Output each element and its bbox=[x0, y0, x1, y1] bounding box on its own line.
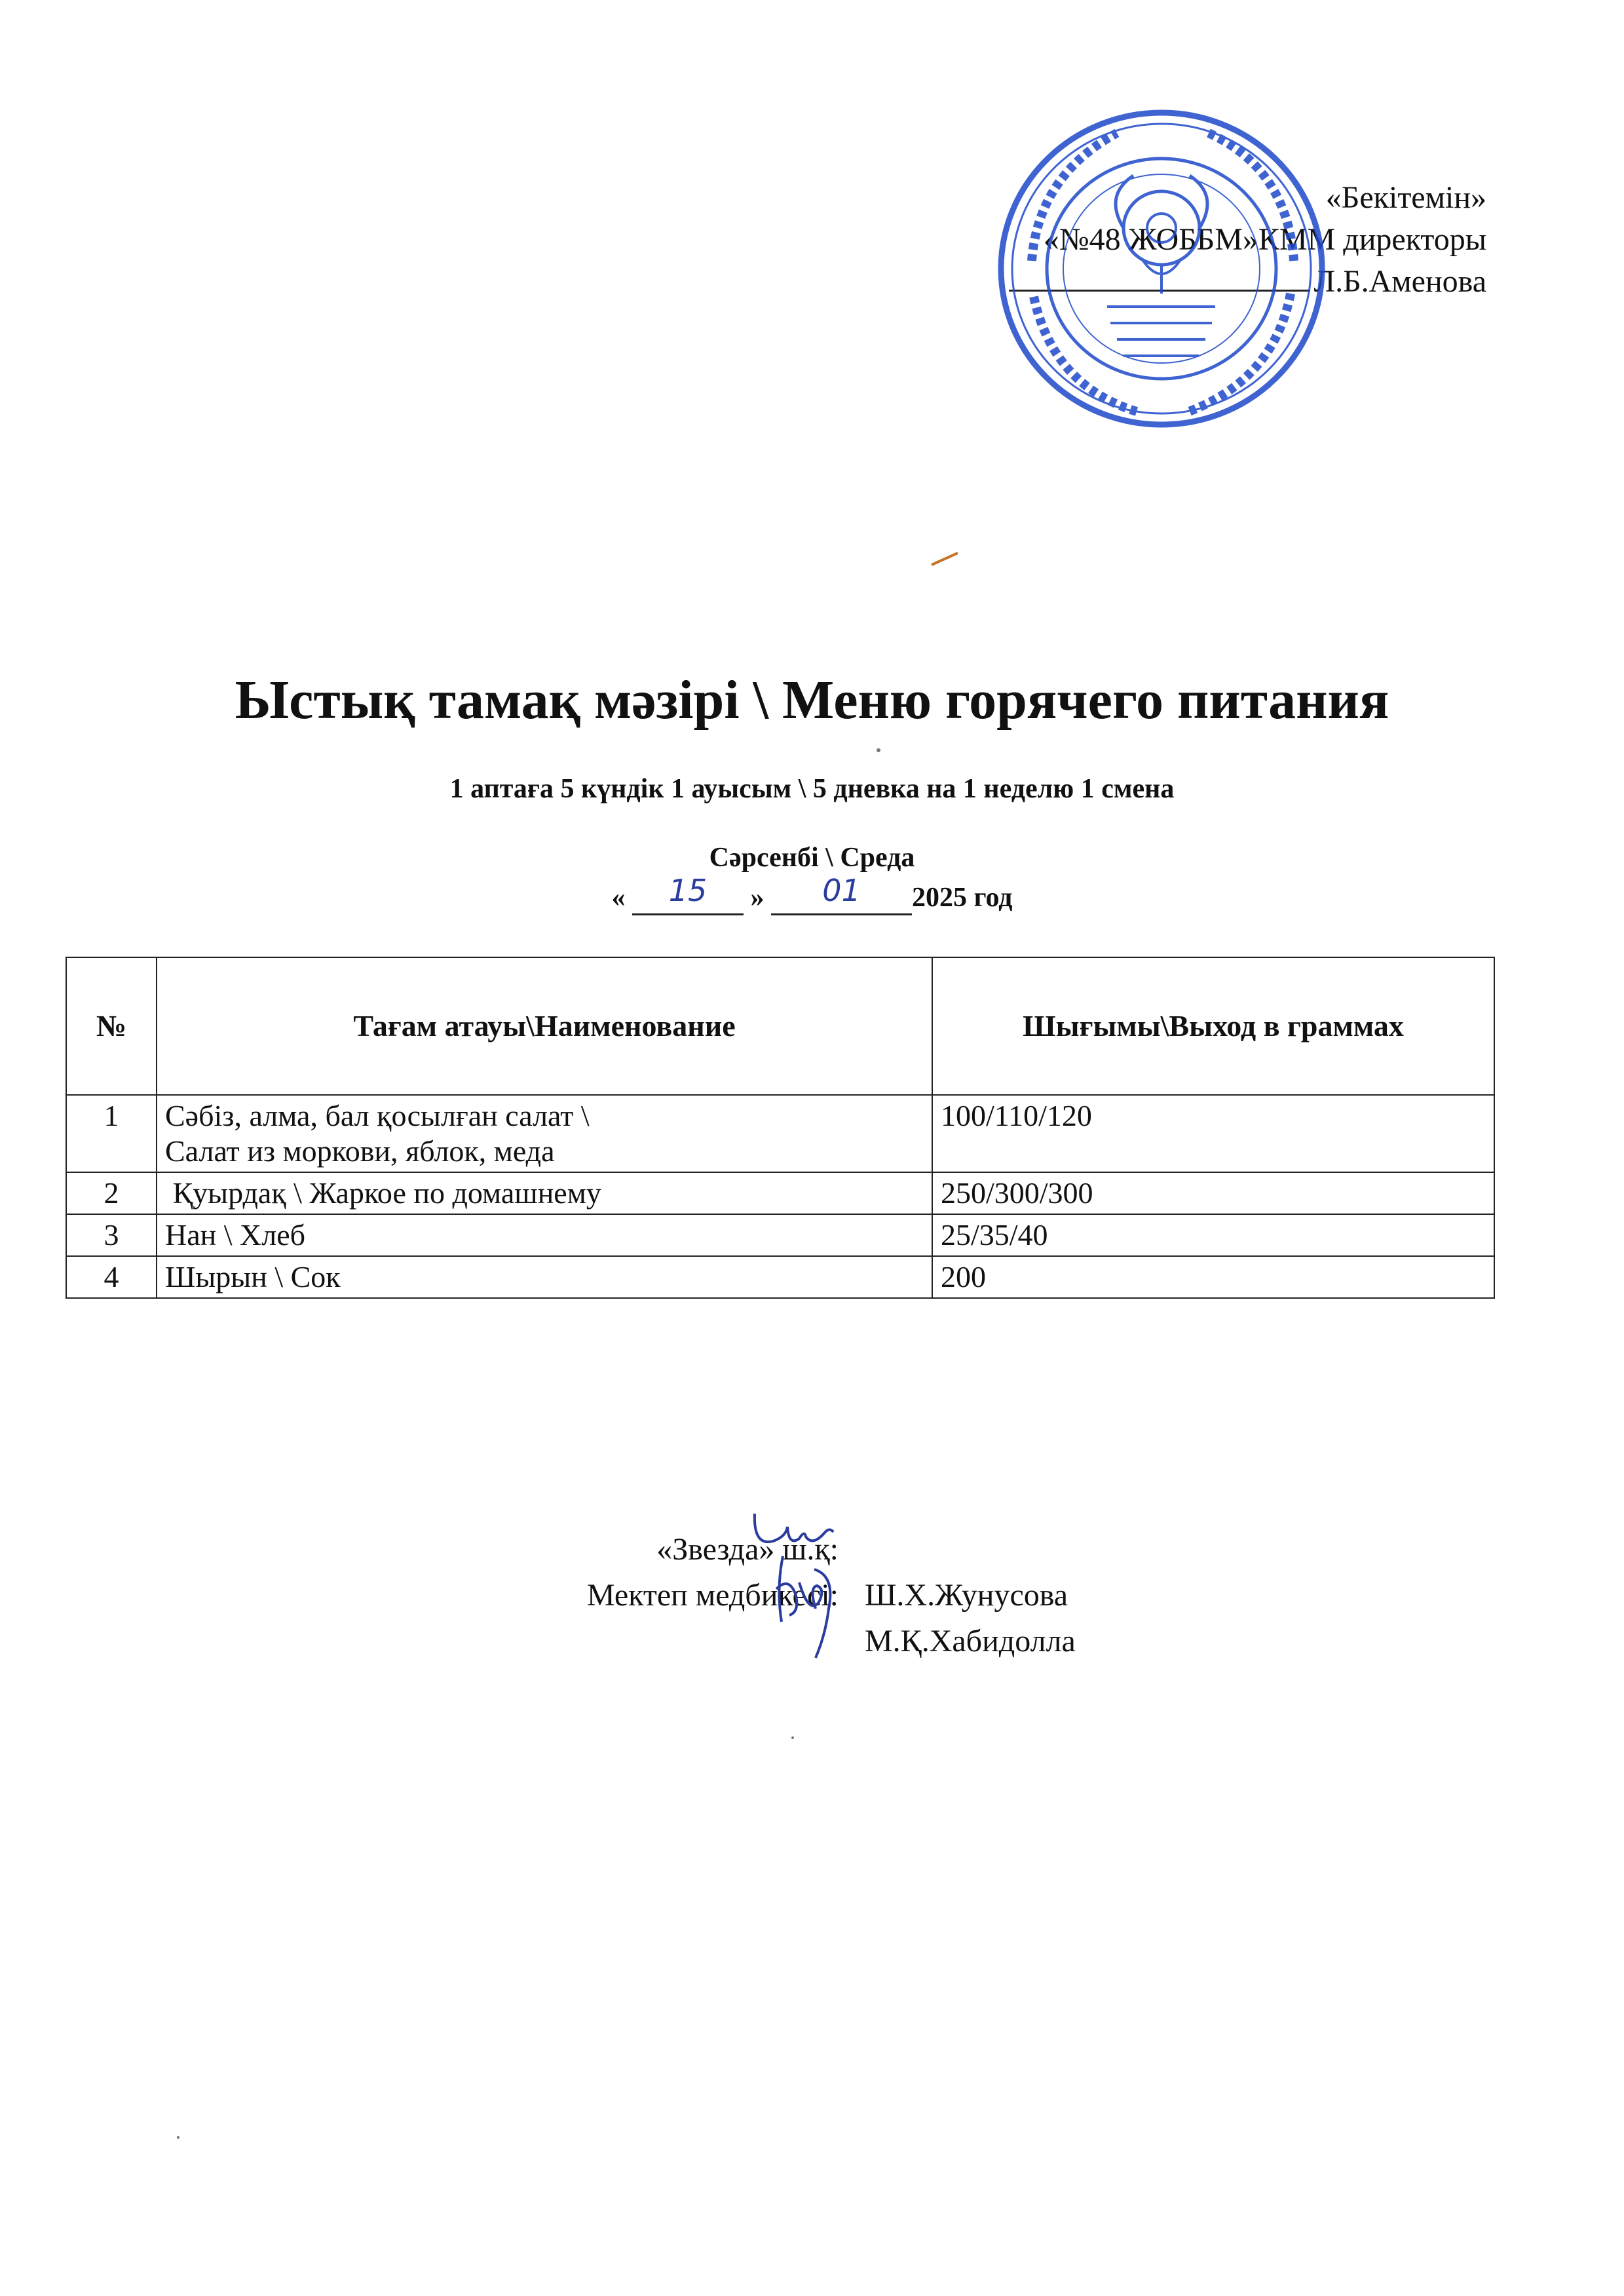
signature-label: «Звезда» ш.қ: bbox=[656, 1532, 839, 1567]
row-output: 25/35/40 bbox=[932, 1214, 1494, 1256]
pencil-mark-icon bbox=[929, 549, 962, 569]
table-row bbox=[66, 1214, 1494, 1256]
date-year: 2025 год bbox=[911, 883, 1013, 913]
scan-speck bbox=[791, 1736, 794, 1739]
date-open-quote: « bbox=[611, 883, 626, 913]
approval-heading: «Бекітемін» bbox=[1325, 180, 1486, 215]
row-number: 1 bbox=[66, 1095, 157, 1172]
date-line bbox=[0, 873, 1624, 915]
row-number: 4 bbox=[66, 1256, 157, 1298]
scan-speck bbox=[877, 748, 880, 752]
date-month-value: 01 bbox=[822, 873, 861, 908]
row-number: 3 bbox=[66, 1214, 157, 1256]
table-header-row bbox=[66, 957, 1494, 1095]
page-subtitle: 1 аптаға 5 күндік 1 ауысым \ 5 дневка на 1 неделю 1 смена bbox=[449, 774, 1175, 804]
menu-table bbox=[66, 957, 1495, 1299]
header-number: № bbox=[66, 957, 157, 1095]
signature-label: Мектеп медбикесі: bbox=[586, 1578, 839, 1613]
weekday: Сәрсенбі \ Среда bbox=[709, 843, 915, 873]
dish-name-line: Салат из моркови, яблок, меда bbox=[165, 1134, 555, 1168]
row-output: 100/110/120 bbox=[932, 1095, 1494, 1172]
row-dish-name: Шырын \ Сок bbox=[157, 1256, 932, 1298]
date-day-value: 15 bbox=[668, 873, 708, 908]
row-dish-name: Қуырдақ \ Жаркое по домашнему bbox=[157, 1172, 932, 1214]
header-dish-name: Тағам атауы\Наименование bbox=[157, 957, 932, 1095]
row-dish-name: Нан \ Хлеб bbox=[157, 1214, 932, 1256]
table-row bbox=[66, 1172, 1494, 1214]
row-dish-name bbox=[157, 1095, 932, 1172]
date-month-field bbox=[771, 873, 912, 915]
signature-name: М.Қ.Хабидолла bbox=[865, 1624, 1076, 1658]
scan-speck bbox=[177, 2136, 179, 2139]
row-output: 250/300/300 bbox=[932, 1172, 1494, 1214]
header-output: Шығымы\Выход в граммах bbox=[932, 957, 1494, 1095]
signature-name: Ш.Х.Жунусова bbox=[865, 1578, 1068, 1613]
table-row bbox=[66, 1256, 1494, 1298]
director-name: Л.Б.Аменова bbox=[1313, 264, 1486, 299]
date-day-field bbox=[632, 873, 744, 915]
handwritten-signature-icon bbox=[763, 1550, 848, 1661]
page-title: Ыстық тамақ мәзірі \ Меню горячего питания bbox=[235, 670, 1389, 731]
row-number: 2 bbox=[66, 1172, 157, 1214]
table-row bbox=[66, 1095, 1494, 1172]
approval-position: «№48 ЖОББМ»КММ директоры bbox=[1043, 222, 1486, 257]
dish-name-line: Сәбіз, алма, бал қосылған салат \ bbox=[165, 1099, 590, 1132]
official-stamp-icon bbox=[992, 97, 1333, 438]
row-output: 200 bbox=[932, 1256, 1494, 1298]
date-close-quote: » bbox=[750, 883, 765, 913]
